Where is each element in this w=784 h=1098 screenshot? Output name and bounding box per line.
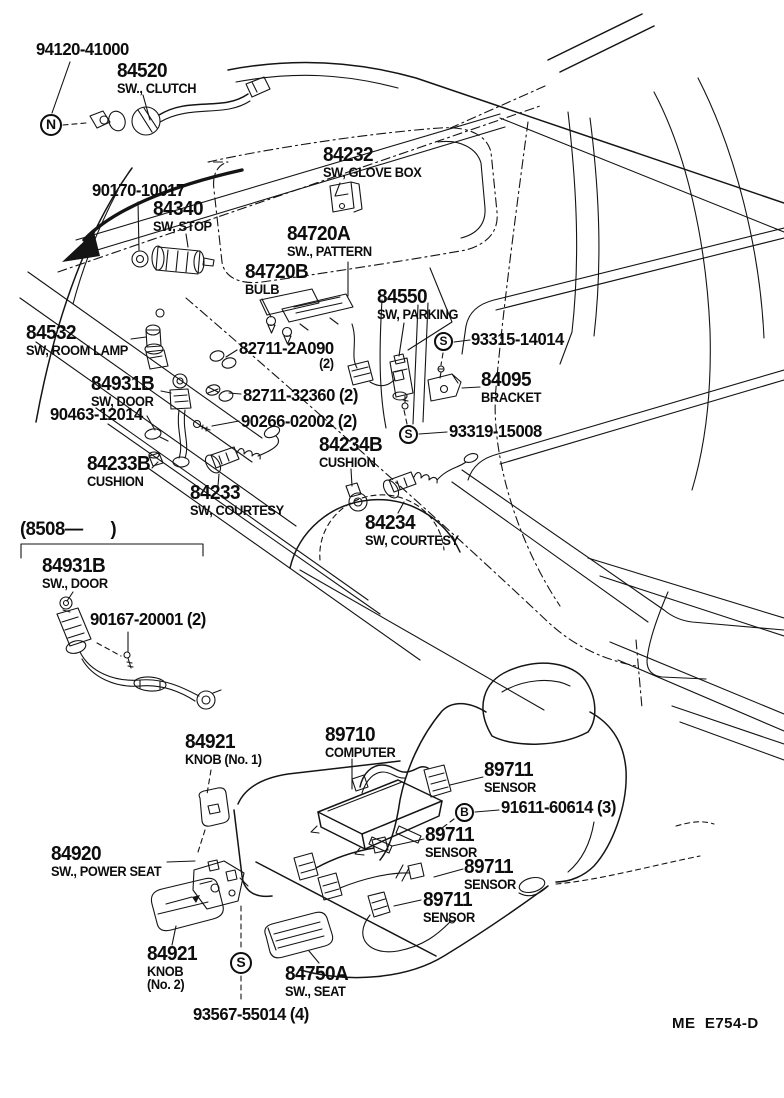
callout-84921-no1: 84921 KNOB (No. 1) <box>185 731 262 767</box>
glove-box-switch-drawing <box>330 182 362 212</box>
figure-code: ME E754-D <box>672 1015 759 1032</box>
room-lamp-switch-drawing <box>145 309 168 369</box>
symbol-s-circle-93567: S <box>230 952 252 974</box>
callout-84931b: 84931B SW, DOOR <box>91 373 155 409</box>
callout-93319-15008: 93319-15008 <box>449 421 542 441</box>
callout-84234: 84234 SW, COURTESY <box>365 512 459 548</box>
callout-89711-a: 89711 SENSOR <box>484 759 536 795</box>
power-seat-group-drawing <box>151 788 248 931</box>
callout-84720b: 84720B BULB <box>245 261 309 297</box>
symbol-n-circle: N <box>40 114 62 136</box>
callout-91611-60614: 91611-60614 (3) <box>501 797 616 817</box>
callout-82711-32360: 82711-32360 (2) <box>243 385 358 405</box>
clamp-90463-drawing <box>144 428 168 441</box>
callout-90170-10017: 90170-10017 <box>92 180 185 200</box>
callout-84520: 84520 SW., CLUTCH <box>117 60 197 96</box>
callout-89711-c: 89711 SENSOR <box>464 856 516 892</box>
callout-84921-no2: 84921 KNOB (No. 2) <box>147 943 197 993</box>
callout-82711-2a090: 82711-2A090 (2) <box>239 338 334 372</box>
callout-84750a: 84750A SW., SEAT <box>285 963 349 999</box>
callout-84234b: 84234B CUSHION <box>319 434 383 470</box>
callout-94120-41000: 94120-41000 <box>36 39 129 59</box>
symbol-s-circle-93315: S <box>434 332 453 351</box>
symbol-b-circle-91611: B <box>455 803 474 822</box>
callout-84233: 84233 SW, COURTESY <box>190 482 284 518</box>
courtesy-switch-84234-drawing <box>380 452 479 501</box>
callout-84920: 84920 SW., POWER SEAT <box>51 843 162 879</box>
callout-90463-12014: 90463-12014 <box>50 404 143 424</box>
callout-84931b-inset: 84931B SW., DOOR <box>42 555 108 591</box>
callout-90266-02002: 90266-02002 (2) <box>241 411 357 431</box>
callout-89711-b: 89711 SENSOR <box>425 824 477 860</box>
callout-84232: 84232 SW, GLOVE BOX <box>323 144 422 180</box>
callout-90167-20001: 90167-20001 (2) <box>90 609 206 629</box>
door-switch-drawing <box>170 374 191 467</box>
callout-84550: 84550 SW, PARKING <box>377 286 459 322</box>
callout-84720a: 84720A SW., PATTERN <box>287 223 372 259</box>
callout-84532: 84532 SW, ROOM LAMP <box>26 322 128 358</box>
callout-93315-14014: 93315-14014 <box>471 329 564 349</box>
stop-switch-drawing <box>132 246 214 274</box>
inset-production-range: (8508— ) <box>20 519 117 540</box>
symbol-s-circle-93319: S <box>399 425 418 444</box>
callout-89710: 89710 COMPUTER <box>325 724 396 760</box>
callout-93567-55014: 93567-55014 (4) <box>193 1004 309 1024</box>
callout-89711-d: 89711 SENSOR <box>423 889 475 925</box>
seat-computer-drawing <box>265 765 455 958</box>
callout-84340: 84340 SW, STOP <box>153 198 212 234</box>
callout-84233b: 84233B CUSHION <box>87 453 151 489</box>
callout-84095: 84095 BRACKET <box>481 369 542 405</box>
